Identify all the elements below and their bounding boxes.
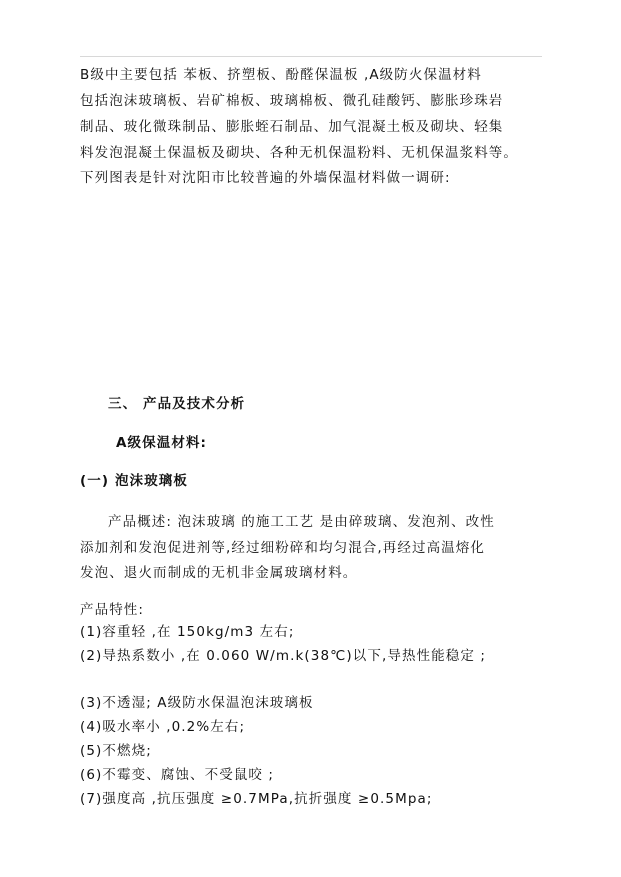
features-title: 产品特性: <box>80 602 145 618</box>
feature-item: (1)容重轻 ,在 150kg/m3 左右; <box>80 624 295 640</box>
section-heading: 三、 产品及技术分析 <box>108 396 246 412</box>
header-rule <box>80 56 542 57</box>
feature-item: (6)不霉变、腐蚀、不受鼠咬 ; <box>80 767 275 783</box>
feature-item: (4)吸水率小 ,0.2%左右; <box>80 719 246 735</box>
overview-line: 发泡、退火而制成的无机非金属玻璃材料。 <box>80 565 358 581</box>
feature-item: (7)强度高 ,抗压强度 ≥0.7MPa,抗折强度 ≥0.5Mpa; <box>80 791 433 807</box>
intro-line: 包括泡沫玻璃板、岩矿棉板、玻璃棉板、微孔硅酸钙、膨胀珍珠岩 <box>80 93 504 109</box>
overview-line: 产品概述: 泡沫玻璃 的施工工艺 是由碎玻璃、发泡剂、改性 <box>108 514 495 530</box>
intro-line: 下列图表是针对沈阳市比较普遍的外墙保温材料做一调研: <box>80 170 451 186</box>
intro-line: 料发泡混凝土保温板及砌块、各种无机保温粉料、无机保温浆料等。 <box>80 145 518 161</box>
sub-heading: A级保温材料: <box>116 435 208 451</box>
intro-line: 制品、玻化微珠制品、膨胀蛭石制品、加气混凝土板及砌块、轻集 <box>80 119 504 135</box>
feature-item: (2)导热系数小 ,在 0.060 W/m.k(38℃)以下,导热性能稳定 ; <box>80 648 486 664</box>
feature-item: (3)不透湿; A级防水保温泡沫玻璃板 <box>80 695 314 711</box>
item-heading: (一) 泡沫玻璃板 <box>80 473 188 489</box>
feature-item: (5)不燃烧; <box>80 743 152 759</box>
overview-line: 添加剂和发泡促进剂等,经过细粉碎和均匀混合,再经过高温熔化 <box>80 540 485 556</box>
intro-line: B级中主要包括 苯板、挤塑板、酚醛保温板 ,A级防火保温材料 <box>80 67 482 83</box>
